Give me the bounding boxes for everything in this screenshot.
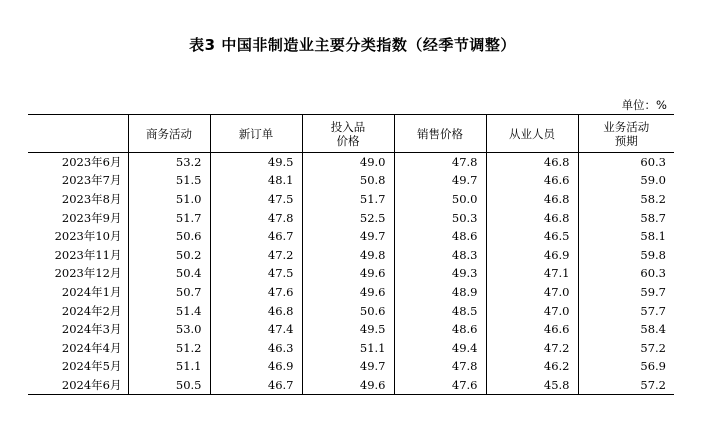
cell-employment: 46.2 <box>486 357 578 376</box>
table-row <box>28 264 674 283</box>
cell-business-activity: 50.7 <box>128 283 210 302</box>
header-business-activity <box>128 115 210 153</box>
cell-business-expectations: 58.7 <box>578 208 674 227</box>
table-title: 表3 中国非制造业主要分类指数（经季节调整） <box>189 36 516 54</box>
cell-employment: 46.8 <box>486 208 578 227</box>
cell-business-expectations: 59.7 <box>578 283 674 302</box>
cell-business-expectations: 59.0 <box>578 171 674 190</box>
cell-employment: 46.8 <box>486 190 578 209</box>
cell-sales-prices: 48.6 <box>394 320 486 339</box>
cell-period: 2023年9月 <box>61 210 122 225</box>
cell-period: 2024年4月 <box>61 340 122 355</box>
header-label-line1: 投入品 <box>330 119 366 134</box>
cell-business-expectations: 60.3 <box>578 264 674 283</box>
table-row <box>28 171 674 190</box>
header-label-line2: 预期 <box>614 133 638 148</box>
cell-employment: 46.6 <box>486 320 578 339</box>
cell-employment: 46.6 <box>486 171 578 190</box>
cell-business-activity: 51.7 <box>128 208 210 227</box>
cell-sales-prices: 47.6 <box>394 376 486 395</box>
cell-input-prices: 49.7 <box>302 357 394 376</box>
cell-business-activity: 50.5 <box>128 376 210 395</box>
cell-new-orders: 47.5 <box>210 264 302 283</box>
cell-business-expectations: 56.9 <box>578 357 674 376</box>
cell-input-prices: 49.5 <box>302 320 394 339</box>
cell-input-prices: 49.6 <box>302 283 394 302</box>
cell-period: 2023年7月 <box>61 173 122 188</box>
cell-new-orders: 48.1 <box>210 171 302 190</box>
table-header <box>28 115 674 153</box>
header-label-line1: 销售价格 <box>417 126 463 141</box>
table-row <box>28 190 674 209</box>
cell-business-expectations: 58.1 <box>578 227 674 246</box>
cell-new-orders: 46.8 <box>210 301 302 320</box>
cell-sales-prices: 49.7 <box>394 171 486 190</box>
table-row <box>28 301 674 320</box>
header-sales-prices <box>394 115 486 153</box>
cell-business-activity: 51.5 <box>128 171 210 190</box>
header-label-line1: 业务活动 <box>603 119 650 134</box>
table-row <box>28 245 674 264</box>
table-row <box>28 357 674 376</box>
cell-new-orders: 49.5 <box>210 153 302 172</box>
cell-business-expectations: 57.7 <box>578 301 674 320</box>
cell-business-activity: 50.2 <box>128 245 210 264</box>
cell-period: 2024年3月 <box>61 322 122 337</box>
header-label-line1: 商务活动 <box>146 126 192 141</box>
cell-input-prices: 49.8 <box>302 245 394 264</box>
cell-sales-prices: 50.3 <box>394 208 486 227</box>
cell-input-prices: 49.6 <box>302 376 394 395</box>
cell-employment: 47.2 <box>486 338 578 357</box>
cell-period: 2023年11月 <box>54 247 122 262</box>
cell-business-activity: 51.1 <box>128 357 210 376</box>
cell-new-orders: 47.4 <box>210 320 302 339</box>
header-new-orders <box>210 115 302 153</box>
cell-sales-prices: 48.9 <box>394 283 486 302</box>
cell-input-prices: 50.8 <box>302 171 394 190</box>
cell-sales-prices: 50.0 <box>394 190 486 209</box>
table-row <box>28 208 674 227</box>
cell-business-activity: 50.6 <box>128 227 210 246</box>
header-business-expectations <box>578 115 674 153</box>
cell-input-prices: 49.7 <box>302 227 394 246</box>
cell-employment: 47.0 <box>486 283 578 302</box>
cell-period: 2024年1月 <box>61 284 122 299</box>
cell-input-prices: 49.0 <box>302 153 394 172</box>
cell-business-activity: 51.2 <box>128 338 210 357</box>
cell-period: 2023年6月 <box>61 155 122 170</box>
cell-employment: 46.8 <box>486 153 578 172</box>
cell-new-orders: 47.8 <box>210 208 302 227</box>
cell-input-prices: 51.7 <box>302 190 394 209</box>
cell-business-activity: 50.4 <box>128 264 210 283</box>
cell-input-prices: 51.1 <box>302 338 394 357</box>
cell-period: 2023年8月 <box>61 191 122 206</box>
table-row <box>28 283 674 302</box>
cell-sales-prices: 47.8 <box>394 153 486 172</box>
cell-sales-prices: 47.8 <box>394 357 486 376</box>
index-table <box>28 114 674 395</box>
cell-new-orders: 47.6 <box>210 283 302 302</box>
cell-employment: 47.1 <box>486 264 578 283</box>
cell-business-expectations: 60.3 <box>578 153 674 172</box>
cell-business-activity: 51.4 <box>128 301 210 320</box>
cell-sales-prices: 48.5 <box>394 301 486 320</box>
cell-new-orders: 46.7 <box>210 376 302 395</box>
header-label-line1: 新订单 <box>238 126 274 141</box>
cell-period: 2023年12月 <box>54 266 122 281</box>
cell-sales-prices: 49.3 <box>394 264 486 283</box>
table-row <box>28 320 674 339</box>
cell-business-expectations: 57.2 <box>578 338 674 357</box>
cell-period: 2024年6月 <box>28 376 128 395</box>
cell-employment: 46.5 <box>486 227 578 246</box>
cell-business-expectations: 58.4 <box>578 320 674 339</box>
cell-input-prices: 52.5 <box>302 208 394 227</box>
cell-input-prices: 49.6 <box>302 264 394 283</box>
header-employment <box>486 115 578 153</box>
unit-label: 单位：% <box>621 98 667 112</box>
header-input-prices <box>302 115 394 153</box>
header-row <box>28 115 674 153</box>
header-label-line1: 从业人员 <box>509 126 555 141</box>
cell-sales-prices: 48.3 <box>394 245 486 264</box>
cell-new-orders: 46.3 <box>210 338 302 357</box>
cell-employment: 45.8 <box>486 376 578 395</box>
cell-period: 2024年5月 <box>61 359 122 374</box>
cell-business-activity: 53.2 <box>128 153 210 172</box>
table-row <box>28 376 674 395</box>
table-row <box>28 227 674 246</box>
cell-business-activity: 51.0 <box>128 190 210 209</box>
cell-sales-prices: 48.6 <box>394 227 486 246</box>
cell-input-prices: 50.6 <box>302 301 394 320</box>
cell-employment: 46.9 <box>486 245 578 264</box>
cell-new-orders: 46.9 <box>210 357 302 376</box>
table-body <box>28 153 674 395</box>
table-row <box>28 338 674 357</box>
cell-new-orders: 47.5 <box>210 190 302 209</box>
cell-business-expectations: 58.2 <box>578 190 674 209</box>
cell-business-activity: 53.0 <box>128 320 210 339</box>
table-row <box>28 153 674 172</box>
cell-period: 2023年10月 <box>54 229 122 244</box>
cell-new-orders: 47.2 <box>210 245 302 264</box>
header-label-line2: 价格 <box>336 133 360 148</box>
header-period <box>28 115 128 153</box>
cell-period: 2024年2月 <box>61 303 122 318</box>
cell-employment: 47.0 <box>486 301 578 320</box>
cell-sales-prices: 49.4 <box>394 338 486 357</box>
cell-business-expectations: 59.8 <box>578 245 674 264</box>
cell-business-expectations: 57.2 <box>578 376 674 395</box>
cell-new-orders: 46.7 <box>210 227 302 246</box>
